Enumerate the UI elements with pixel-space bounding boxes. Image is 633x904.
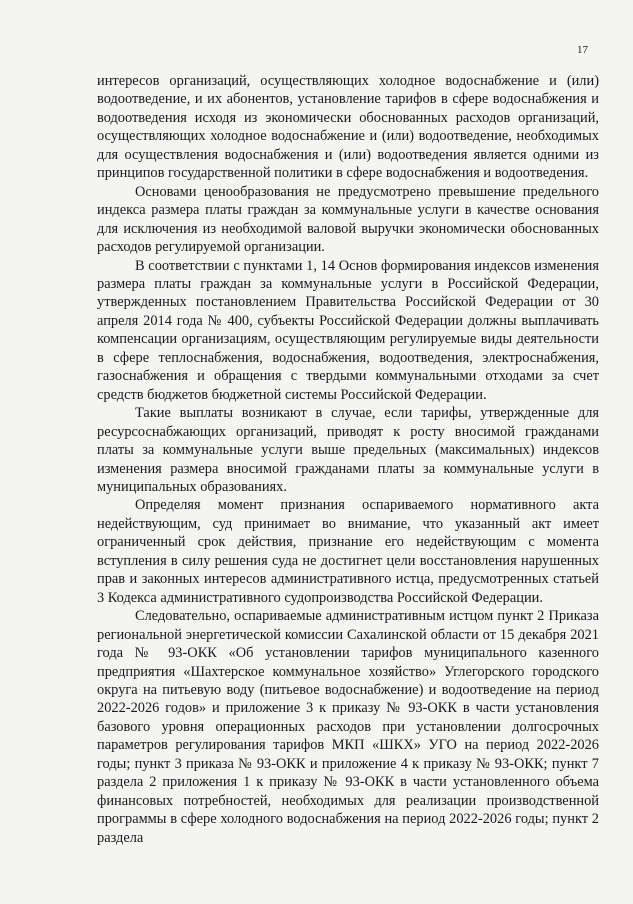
document-body — [97, 72, 599, 847]
paragraph-2: Основами ценообразования не предусмотрено превышение предельного индекса размера платы граждан за коммунальные услуги в качестве основания для исключения из необходимой валовой выручки экономически обоснованных расходов регулируемой организации. — [97, 183, 599, 256]
paragraph-6: Следовательно, оспариваемые административным истцом пункт 2 Приказа региональной энергетической комиссии Сахалинской области от 15 декабря 2021 года № 93-ОКК «Об установлении тарифов муниципального казенного предприятия «Шахтерское коммунальное хозяйство» Углегорского городского округа на питьевую воду (питьевое водоснабжение) и водоотведение на период 2022-2026 годов» и приложение 3 к приказу № 93-ОКК в части установления базового уровня операционных расходов при установлении долгосрочных параметров регулирования тарифов МКП «ШКХ» УГО на период 2022-2026 годы; пункт 3 приказа № 93-ОКК и приложение 4 к приказу № 93-ОКК; пункт 7 раздела 2 приложения 1 к приказу № 93-ОКК в части установленного объема финансовых потребностей, необходимых для реализации производственной программы в сфере холодного водоснабжения на период 2022-2026 годы; пункт 2 раздела — [97, 608, 599, 846]
paragraph-1: интересов организаций, осуществляющих холодное водоснабжение и (или) водоотведение, и их абонентов, установление тарифов в сфере водоснабжения и водоотведения исходя из экономически обоснованных расходов организаций, осуществляющих холодное водоснабжение и (или) водоотведение, необходимых для осуществления водоснабжения и (или) водоотведения является одними из принципов государственной политики в сфере водоснабжения и водоотведения. — [97, 73, 599, 182]
paragraph-3: В соответствии с пунктами 1, 14 Основ формирования индексов изменения размера платы граждан за коммунальные услуги в Российской Федерации, утвержденных постановлением Правительства Российской Федерации от 30 апреля 2014 года № 400, субъекты Российской Федерации должны выплачивать компенсации организациям, осуществляющим регулируемые виды деятельности в сфере теплоснабжения, водоснабжения, водоотведения, электроснабжения, газоснабжения и обращения с твердыми коммунальными отходами за счет средств бюджетов бюджетной системы Российской Федерации. — [97, 257, 599, 403]
page-number: 17 — [577, 44, 588, 56]
paragraph-4: Такие выплаты возникают в случае, если тарифы, утвержденные для ресурсоснабжающих организаций, приводят к росту вносимой гражданами платы за коммунальные услуги выше предельных (максимальных) индексов изменения размера вносимой гражданами платы за коммунальные услуги в муниципальных образованиях. — [97, 405, 599, 495]
paragraph-5: Определяя момент признания оспариваемого нормативного акта недействующим, суд принимает во внимание, что указанный акт имеет ограниченный срок действия, признание его недействующим с момента вступления в силу решения суда не достигнет цели восстановления нарушенных прав и законных интересов административного истца, предусмотренных статьей 3 Кодекса административного судопроизводства Российской Федерации. — [97, 497, 599, 606]
